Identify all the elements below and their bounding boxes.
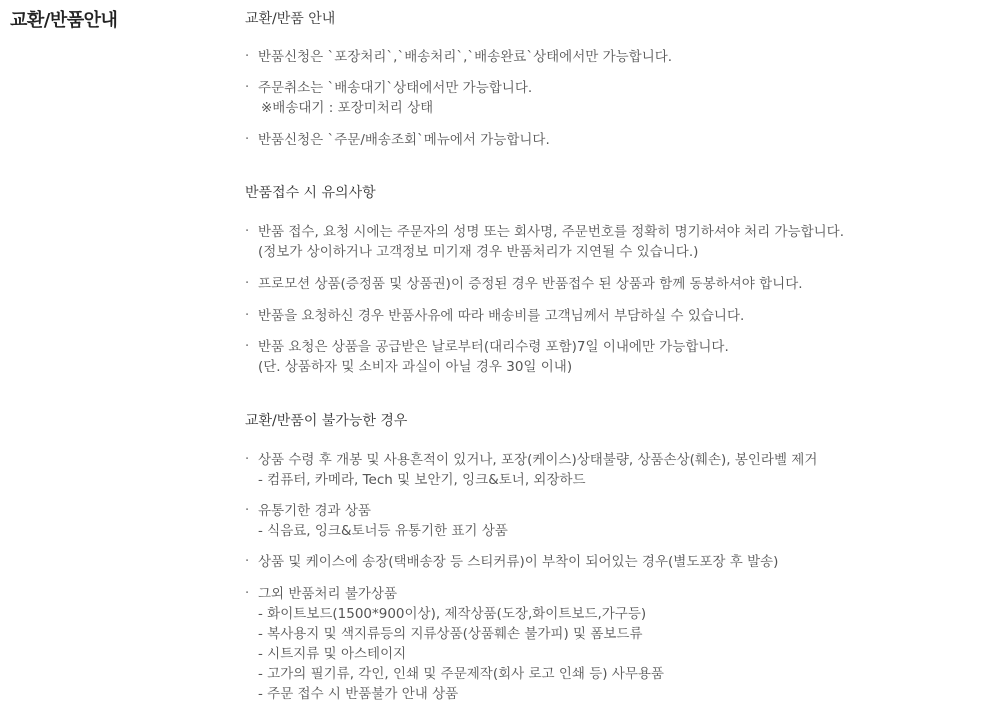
section-heading-non-returnable-cases: 교환/반품이 불가능한 경우: [245, 413, 408, 429]
list-item: · 반품 요청은 상품을 공급받은 날로부터(대리수령 포함)7일 이내에만 가능합니다. (단. 상품하자 및 소비자 과실이 아닐 경우 30일 이내): [245, 339, 729, 375]
section-heading-exchange-return-guide: 교환/반품 안내: [245, 11, 336, 27]
list-item: · 반품신청은 `주문/배송조회`메뉴에서 가능합니다.: [245, 132, 550, 148]
list-item: · 상품 수령 후 개봉 및 사용흔적이 있거나, 포장(케이스)상태불량, 상품손상(훼손), 봉인라벨 제거 - 컴퓨터, 카메라, Tech 및 보안기, 잉크&토너, 외장하드: [245, 452, 818, 488]
list-item: · 반품을 요청하신 경우 반품사유에 따라 배송비를 고객님께서 부담하실 수 있습니다.: [245, 308, 745, 324]
page-side-title: 교환/반품안내: [10, 10, 118, 31]
list-item: · 반품 접수, 요청 시에는 주문자의 성명 또는 회사명, 주문번호를 정확히 명기하셔야 처리 가능합니다. (정보가 상이하거나 고객정보 미기재 경우 반품처리가 지연될 수 있습니다.): [245, 224, 845, 260]
list-item: · 반품신청은 `포장처리`,`배송처리`,`배송완료`상태에서만 가능합니다.: [245, 49, 673, 65]
list-item: · 상품 및 케이스에 송장(택배송장 등 스티커류)이 부착이 되어있는 경우(별도포장 후 발송): [245, 554, 779, 570]
bullet-icon: ·: [245, 339, 250, 354]
bullet-icon: ·: [245, 452, 250, 467]
bullet-icon: ·: [245, 554, 250, 569]
bullet-icon: ·: [245, 276, 250, 291]
bullet-icon: ·: [245, 503, 250, 518]
bullet-icon: ·: [245, 224, 250, 239]
bullet-icon: ·: [245, 586, 250, 601]
bullet-icon: ·: [245, 308, 250, 323]
bullet-icon: ·: [245, 80, 250, 95]
bullet-icon: ·: [245, 132, 250, 147]
list-item: · 프로모션 상품(증정품 및 상품권)이 증정된 경우 반품접수 된 상품과 함께 동봉하셔야 합니다.: [245, 276, 803, 292]
section-heading-return-notes: 반품접수 시 유의사항: [245, 185, 376, 201]
list-item: · 그외 반품처리 불가상품 - 화이트보드(1500*900이상), 제작상품(도장,화이트보드,가구등) - 복사용지 및 색지류등의 지류상품(상품훼손 불가피) 및 폼보드류 - 시트지류 및 아스테이지 - 고가의 필기류, 각인, 인쇄 및 주문제작(회사 로고 인쇄 등) 사무용품 - 주문 접수 시 반품불가 안내 상품: [245, 586, 664, 702]
list-item: · 주문취소는 `배송대기`상태에서만 가능합니다. ※배송대기 : 포장미처리 상태: [245, 80, 533, 116]
list-item: · 유통기한 경과 상품 - 식음료, 잉크&토너등 유통기한 표기 상품: [245, 503, 508, 539]
bullet-icon: ·: [245, 49, 250, 64]
